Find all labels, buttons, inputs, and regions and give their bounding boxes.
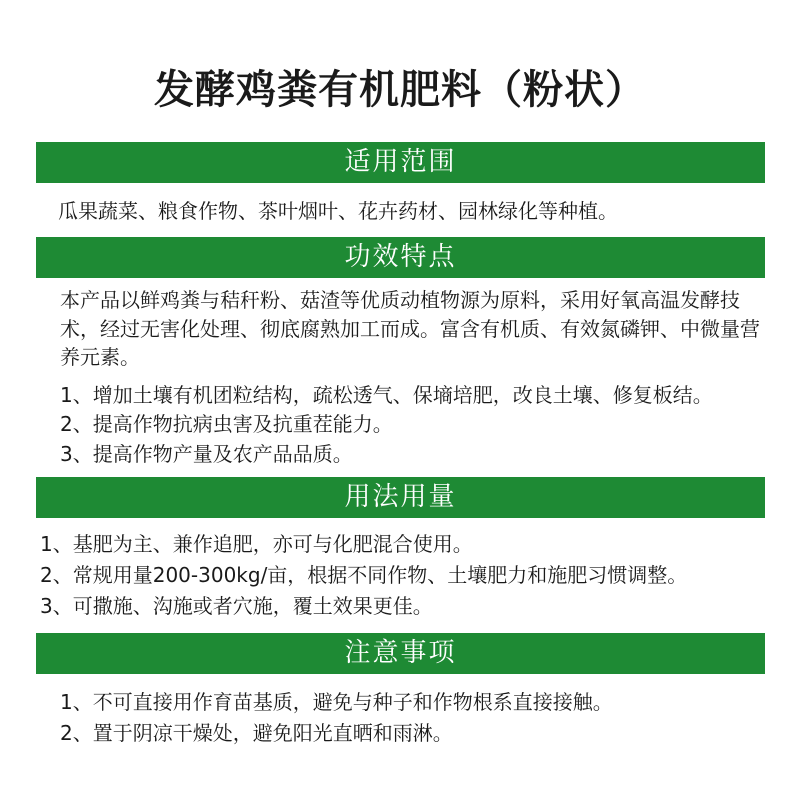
effects-item-1: 1、增加土壤有机团粒结构，疏松透气、保墒培肥，改良土壤、修复板结。 <box>60 383 713 407</box>
scope-text: 瓜果蔬菜、粮食作物、茶叶烟叶、花卉药材、园林绿化等种植。 <box>58 199 618 223</box>
usage-item-1: 1、基肥为主、兼作追肥，亦可与化肥混合使用。 <box>40 532 473 556</box>
usage-item-3: 3、可撒施、沟施或者穴施，覆土效果更佳。 <box>40 594 433 618</box>
notes-item-2: 2、置于阴凉干燥处，避免阳光直晒和雨淋。 <box>60 721 453 745</box>
section-header-scope: 适用范围 <box>36 142 765 183</box>
effects-item-2: 2、提高作物抗病虫害及抗重茬能力。 <box>60 412 393 436</box>
page-title: 发酵鸡粪有机肥料（粉状） <box>154 67 646 113</box>
section-header-notes: 注意事项 <box>36 633 765 674</box>
effects-intro: 本产品以鲜鸡粪与秸秆粉、菇渣等优质动植物源为原料，采用好氧高温发酵技术，经过无害化处理、彻底腐熟加工而成。富含有机质、有效氮磷钾、中微量营养元素。 <box>60 288 760 369</box>
notes-item-1: 1、不可直接用作育苗基质，避免与种子和作物根系直接接触。 <box>60 690 613 714</box>
effects-item-3: 3、提高作物产量及农产品品质。 <box>60 442 353 466</box>
section-header-effects: 功效特点 <box>36 237 765 278</box>
usage-item-2: 2、常规用量200-300kg/亩，根据不同作物、土壤肥力和施肥习惯调整。 <box>40 563 688 587</box>
section-header-usage: 用法用量 <box>36 477 765 518</box>
